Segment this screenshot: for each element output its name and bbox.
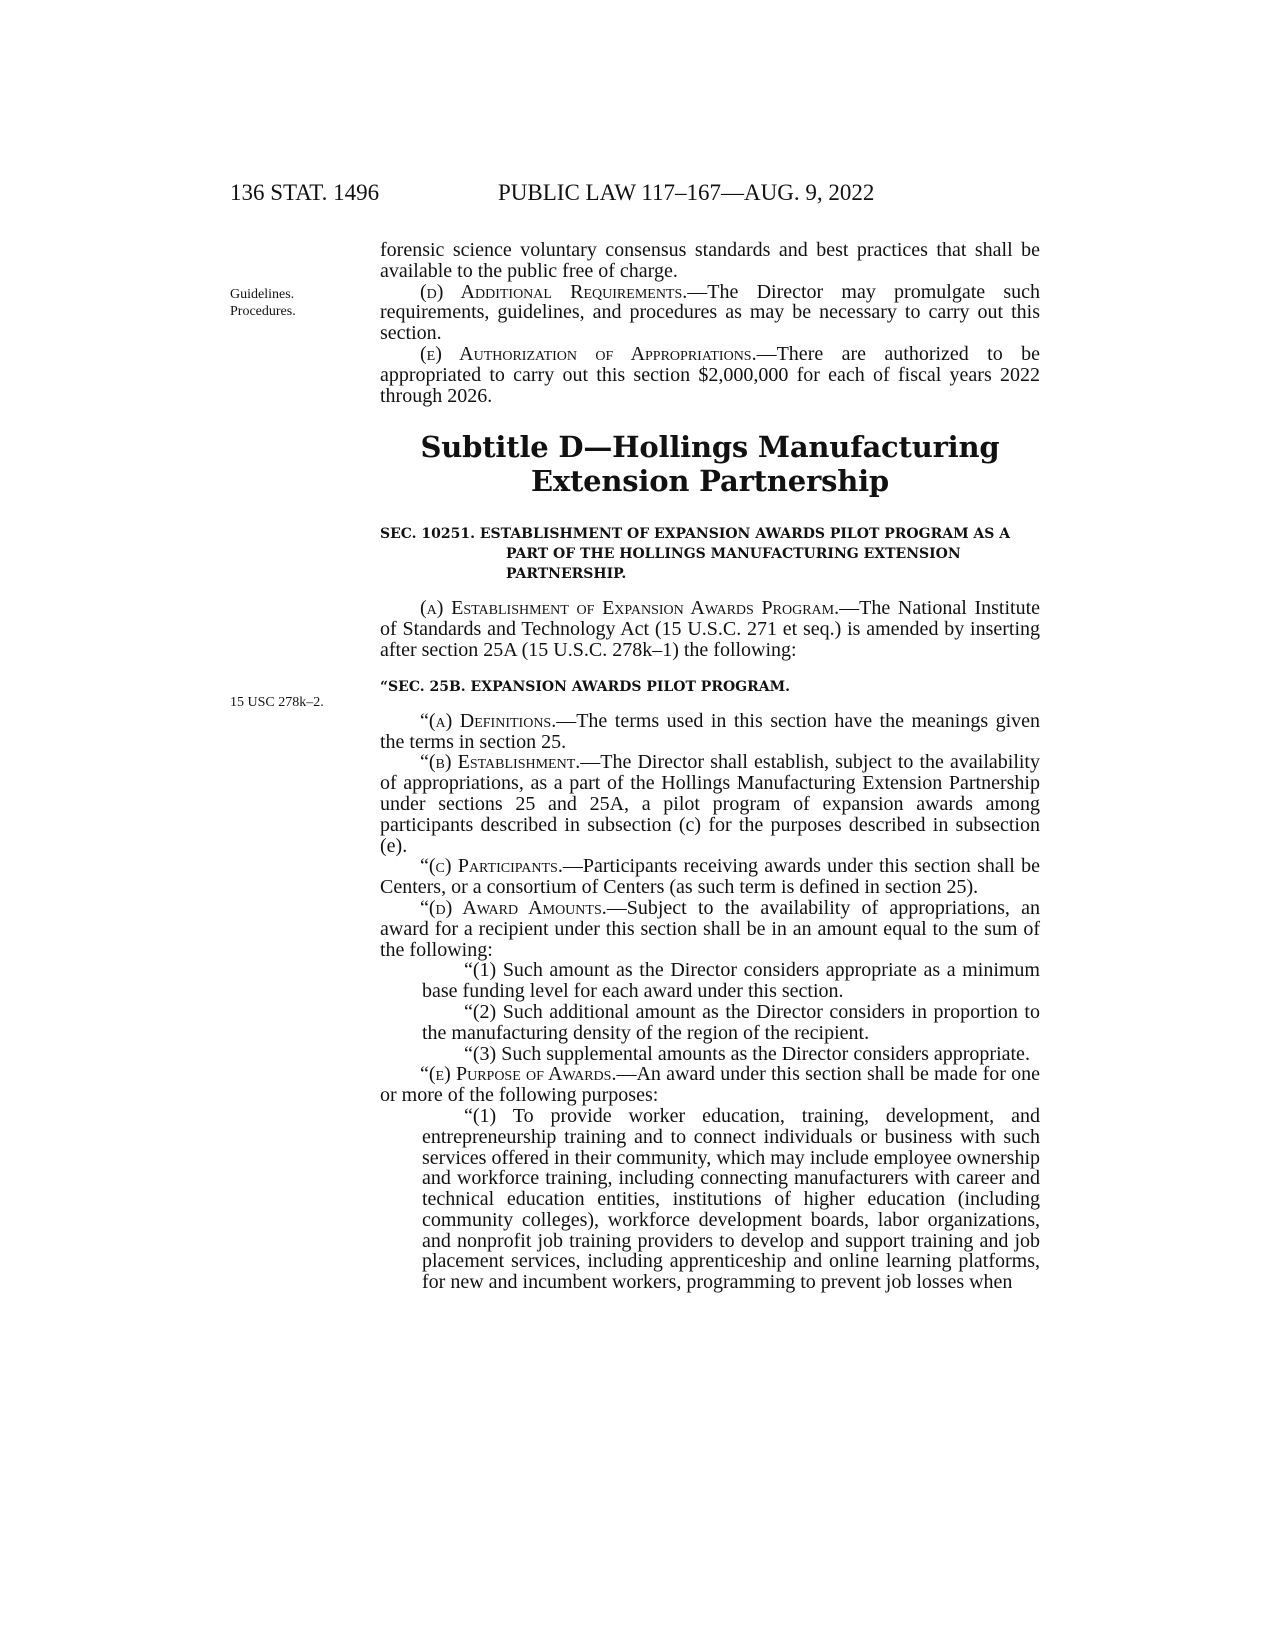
- paragraph-text: —The National Institute of Standards and Technology Act (15 U.S.C. 271 et seq.) is amended by inserting after section 25A (15 U.S.C. 278k–1) the following:: [380, 597, 1041, 661]
- paragraph-heading: “(c) Participants.: [420, 855, 563, 878]
- paragraph-heading: “(e) Purpose of Awards.: [420, 1063, 617, 1086]
- margin-note-usc: 15 USC 278k–2.: [230, 695, 324, 710]
- stat-page-number: 136 STAT. 1496: [230, 180, 380, 205]
- paragraph-heading: “(a) Definitions.: [420, 709, 557, 732]
- page-header: [230, 180, 1040, 212]
- paragraph-definitions: [380, 711, 1040, 753]
- subtitle-heading: [380, 430, 1040, 498]
- list-item-award-1: “(1) Such amount as the Director considers appropriate as a minimum base funding level for each award under this section.: [422, 959, 1040, 1003]
- paragraph-a: [380, 598, 1040, 660]
- paragraph-heading: (a) Establishment of Expansion Awards Program.: [420, 597, 840, 620]
- subtitle-line: Extension Partnership: [530, 464, 889, 499]
- subtitle-line: Subtitle D—Hollings Manufacturing: [420, 430, 1000, 465]
- paragraph-award-amounts: [380, 898, 1040, 960]
- paragraph-purpose: [380, 1064, 1040, 1106]
- paragraph-heading: (d) Additional Requirements.: [420, 280, 688, 303]
- list-item-award-3: “(3) Such supplemental amounts as the Director considers appropriate.: [464, 1042, 1030, 1065]
- margin-note-line: Procedures.: [230, 304, 296, 319]
- public-law-title: PUBLIC LAW 117–167—AUG. 9, 2022: [498, 180, 875, 205]
- margin-note-guidelines: [230, 286, 296, 320]
- paragraph-continuation: forensic science voluntary consensus standards and best practices that shall be available to the public free of charge.: [380, 239, 1040, 282]
- paragraph-text: —Participants receiving awards under this section shall be Centers, or a consortium of Centers (as such term is defined in section 25).: [380, 855, 1040, 899]
- main-text-column: [380, 240, 1040, 1293]
- paragraph-heading: “(d) Award Amounts.: [420, 896, 607, 919]
- list-item-award-2: “(2) Such additional amount as the Director considers in proportion to the manufacturing density of the region of the recipient.: [422, 1000, 1040, 1044]
- paragraph-d: [380, 282, 1040, 344]
- paragraph-heading: (e) Authorization of Appropriations.: [420, 342, 757, 365]
- paragraph-text: —The terms used in this section have the meanings given the terms in section 25.: [380, 709, 1040, 753]
- paragraph-text: —The Director shall establish, subject to the availability of appropriations, as a part of the Hollings Manufacturing Extension Partnership under sections 25 and 25A, a pilot program of expansion awards among participants described in subsection (c) for the purposes described in subsection (e).: [380, 751, 1040, 857]
- section-heading: SEC. 10251. ESTABLISHMENT OF EXPANSION AWARDS PILOT PROGRAM AS A PART OF THE HOLLINGS MANUFACTURING EXTENSION PARTNERSHIP.: [380, 526, 1011, 583]
- paragraph-text: —The Director may promulgate such requirements, guidelines, and procedures as may be necessary to carry out this section.: [380, 280, 1040, 345]
- paragraph-text: —There are authorized to be appropriated to carry out this section $2,000,000 for each of fiscal years 2022 through 2026.: [380, 342, 1040, 407]
- paragraph-text: —An award under this section shall be made for one or more of the following purposes:: [380, 1063, 1040, 1107]
- paragraph-e: [380, 344, 1040, 406]
- paragraph-establishment: [380, 752, 1040, 856]
- paragraph-text: —Subject to the availability of appropriations, an award for a recipient under this section shall be in an amount equal to the sum of the following:: [380, 896, 1041, 961]
- list-item-purpose-1: “(1) To provide worker education, training, development, and entrepreneurship training and to connect individuals or business with such services offered in their community, which may include employee ownership and workforce training, including connecting manufacturers with career and technical education entities, institutions of higher education (including community colleges), workforce development boards, labor organizations, and nonprofit job training providers to develop and support training and job placement services, including apprenticeship and online learning platforms, for new and incumbent workers, programming to prevent job losses when: [422, 1104, 1040, 1294]
- paragraph-heading: “(b) Establishment.: [420, 751, 581, 774]
- section-25b-heading: “SEC. 25B. EXPANSION AWARDS PILOT PROGRAM.: [380, 678, 790, 695]
- margin-note-line: Guidelines.: [230, 287, 295, 302]
- paragraph-participants: [380, 856, 1040, 898]
